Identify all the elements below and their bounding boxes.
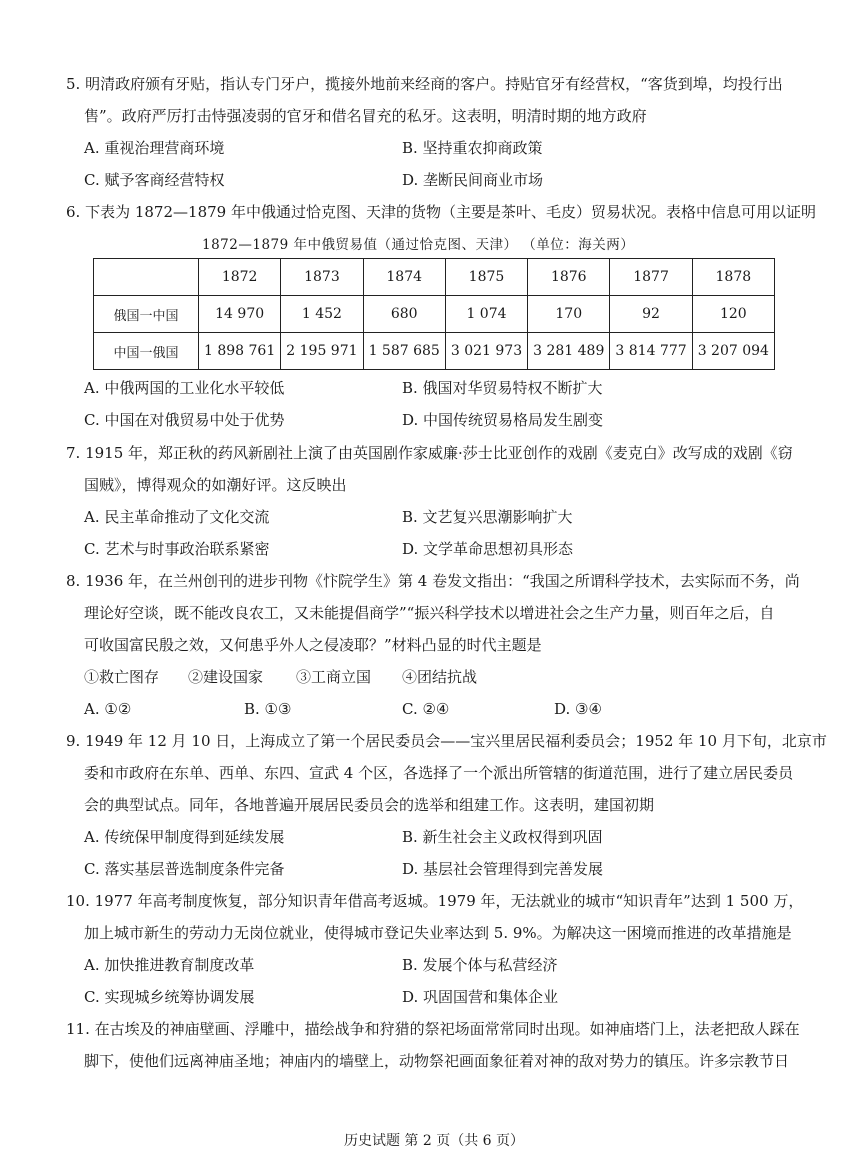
table-cell: 1 587 685 <box>363 333 445 370</box>
table-header-cell <box>94 259 199 296</box>
table-row-label: 俄国一中国 <box>94 296 199 333</box>
table-cell: 3 021 973 <box>445 333 527 370</box>
q9-stem-line-1: 9. 1949 年 12 月 10 日，上海成立了第一个居民委员会——宝兴里居民福利委员会；1952 年 10 月下旬，北京市 <box>66 732 827 750</box>
q5-option-c: C. 赋予客商经营特权 <box>84 171 225 189</box>
q5-option-a: A. 重视治理营商环境 <box>84 139 225 157</box>
table-cell: 1 452 <box>281 296 363 333</box>
q8-option-a: A. ①② <box>84 700 132 718</box>
page-footer: 历史试题 第 2 页（共 6 页） <box>343 1133 525 1149</box>
q9-option-d: D. 基层社会管理得到完善发展 <box>402 860 604 878</box>
q9-stem-line-3: 会的典型试点。同年，各地普遍开展居民委员会的选举和组建工作。这表明，建国初期 <box>84 796 655 814</box>
table-header-cell: 1877 <box>610 259 692 296</box>
q7-option-d: D. 文学革命思想初具形态 <box>402 540 574 558</box>
q8-stem-line-3: 可收国富民殷之效，又何患乎外人之侵凌耶？”材料凸显的时代主题是 <box>84 636 542 654</box>
table-header-cell: 1874 <box>363 259 445 296</box>
q5-option-b: B. 坚持重农抑商政策 <box>402 139 543 157</box>
q9-option-a: A. 传统保甲制度得到延续发展 <box>84 828 285 846</box>
q11-stem-line-2: 脚下，使他们远离神庙圣地；神庙内的墙壁上，动物祭祀画面象征着对神的敌对势力的镇压。许多宗教节日 <box>84 1052 790 1070</box>
q6-option-b: B. 俄国对华贸易特权不断扩大 <box>402 379 603 397</box>
table-header-cell: 1872 <box>199 259 281 296</box>
table-header-row <box>94 259 775 296</box>
q6-stem-line-1: 6. 下表为 1872—1879 年中俄通过恰克图、天津的货物（主要是茶叶、毛皮）贸易状况。表格中信息可用以证明 <box>66 203 816 221</box>
table-cell: 1 898 761 <box>199 333 281 370</box>
table-cell: 170 <box>528 296 610 333</box>
q8-item-1: ①救亡图存 <box>84 668 160 686</box>
q9-option-c: C. 落实基层普选制度条件完备 <box>84 860 285 878</box>
table-row <box>94 296 775 333</box>
q10-stem-line-2: 加上城市新生的劳动力无岗位就业，使得城市登记失业率达到 5. 9%。为解决这一困境而推进的改革措施是 <box>84 924 792 942</box>
table-header-cell: 1875 <box>445 259 527 296</box>
table-header-cell: 1878 <box>692 259 774 296</box>
q6-option-d: D. 中国传统贸易格局发生剧变 <box>402 411 604 429</box>
q10-stem-line-1: 10. 1977 年高考制度恢复，部分知识青年借高考返城。1979 年，无法就业的城市“知识青年”达到 1 500 万， <box>66 892 804 910</box>
table-header-cell: 1876 <box>528 259 610 296</box>
q7-option-a: A. 民主革命推动了文化交流 <box>84 508 270 526</box>
q8-stem-line-2: 理论好空谈，既不能改良农工，又未能提倡商学”“振兴科学技术以增进社会之生产力量，则百年之后，自 <box>84 604 775 622</box>
table-cell: 1 074 <box>445 296 527 333</box>
q8-item-4: ④团结抗战 <box>402 668 478 686</box>
q8-option-c: C. ②④ <box>402 700 450 718</box>
q5-option-d: D. 垄断民间商业市场 <box>402 171 544 189</box>
q8-item-3: ③工商立国 <box>296 668 372 686</box>
q5-stem-line-2: 售”。政府严厉打击恃强凌弱的官牙和借名冒充的私牙。这表明，明清时期的地方政府 <box>84 107 647 125</box>
table-header-cell: 1873 <box>281 259 363 296</box>
q8-stem-line-1: 8. 1936 年，在兰州创刊的进步刊物《忭院学生》第 4 卷发文指出：“我国之所谓科学技术，去实际而不务，尚 <box>66 572 800 590</box>
table-cell: 3 814 777 <box>610 333 692 370</box>
q10-option-c: C. 实现城乡统筹协调发展 <box>84 988 255 1006</box>
q7-stem-line-2: 国贼》，博得观众的如潮好评。这反映出 <box>84 476 347 494</box>
q10-option-a: A. 加快推进教育制度改革 <box>84 956 255 974</box>
table-cell: 3 207 094 <box>692 333 774 370</box>
q7-option-b: B. 文艺复兴思潮影响扩大 <box>402 508 573 526</box>
q6-table-caption: 1872—1879 年中俄贸易值（通过恰克图、天津） （单位：海关两） <box>202 237 635 253</box>
q8-option-d: D. ③④ <box>554 700 602 718</box>
q10-option-b: B. 发展个体与私营经济 <box>402 956 558 974</box>
q5-stem-line-1: 5. 明清政府颁有牙贴，指认专门牙户，揽接外地前来经商的客户。持贴官牙有经营权，“客货到埠，均投行出 <box>66 75 783 93</box>
table-row <box>94 333 775 370</box>
table-cell: 120 <box>692 296 774 333</box>
q6-option-c: C. 中国在对俄贸易中处于优势 <box>84 411 285 429</box>
table-cell: 14 970 <box>199 296 281 333</box>
table-cell: 92 <box>610 296 692 333</box>
trade-value-table <box>93 258 775 370</box>
table-row-label: 中国一俄国 <box>94 333 199 370</box>
q7-stem-line-1: 7. 1915 年，郑正秋的药风新剧社上演了由英国剧作家威廉·莎士比亚创作的戏剧《麦克白》改写成的戏剧《窃 <box>66 444 793 462</box>
q8-option-b: B. ①③ <box>244 700 292 718</box>
q9-option-b: B. 新生社会主义政权得到巩固 <box>402 828 603 846</box>
q9-stem-line-2: 委和市政府在东单、西单、东四、宣武 4 个区，各选择了一个派出所管辖的街道范围，进行了建立居民委员 <box>84 764 794 782</box>
q8-item-2: ②建设国家 <box>188 668 264 686</box>
q10-option-d: D. 巩固国营和集体企业 <box>402 988 559 1006</box>
table-cell: 2 195 971 <box>281 333 363 370</box>
q7-option-c: C. 艺术与时事政治联系紧密 <box>84 540 270 558</box>
q6-option-a: A. 中俄两国的工业化水平较低 <box>84 379 285 397</box>
q11-stem-line-1: 11. 在古埃及的神庙壁画、浮雕中，描绘战争和狩猎的祭祀场面常常同时出现。如神庙塔门上，法老把敌人踩在 <box>66 1020 800 1038</box>
table-cell: 3 281 489 <box>528 333 610 370</box>
table-cell: 680 <box>363 296 445 333</box>
